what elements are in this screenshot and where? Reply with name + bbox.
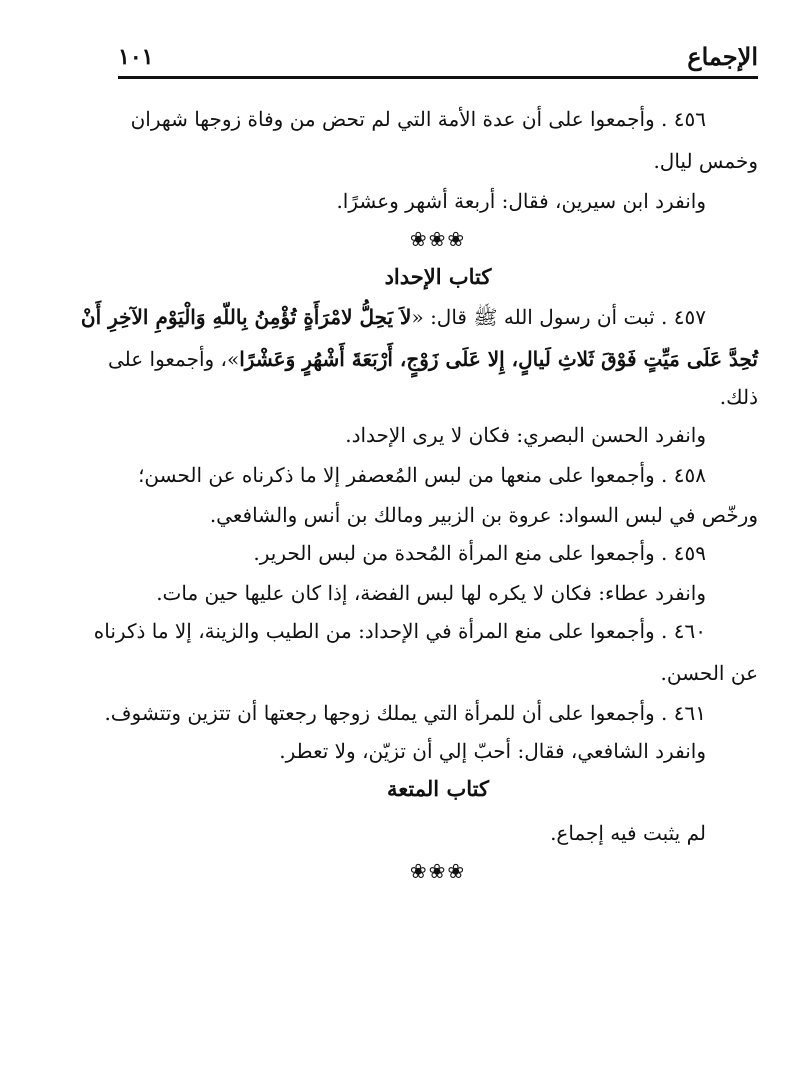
section-ornament: ❀❀❀ — [409, 227, 467, 251]
paragraph-mutah: لم يثبت فيه إجماع. — [550, 821, 706, 845]
paragraph-458-line-2: ورخّص في لبس السواد: عروة بن الزبير ومالك بن أنس والشافعي. — [209, 503, 758, 527]
paragraph-457-intro: ٤٥٧ . ثبت أن رسول الله ﷺ قال: « — [411, 305, 706, 329]
paragraph-456-line-2: وخمس ليال. — [653, 149, 758, 173]
paragraph-461: ٤٦١ . وأجمعوا على أن للمرأة التي يملك زوجها رجعتها أن تتزين وتتشوف. — [104, 701, 706, 725]
paragraph-459: ٤٥٩ . وأجمعوا على منع المرأة المُحدة من لبس الحرير. — [253, 541, 706, 565]
paragraph-456-note: وانفرد ابن سيرين، فقال: أربعة أشهر وعشرًا. — [336, 189, 706, 213]
paragraph-457-line-1 — [80, 302, 706, 332]
paragraph-457-note: وانفرد الحسن البصري: فكان لا يرى الإحداد. — [345, 423, 706, 447]
heading-kitab-al-mutah: كتاب المتعة — [387, 776, 489, 801]
running-title: الإجماع — [687, 42, 758, 71]
paragraph-457-continuation: »، وأجمعوا على — [107, 347, 240, 371]
hadith-text-part-2: تُحِدَّ عَلَى مَيِّتٍ فَوْقَ ثَلاثِ لَيالٍ، إِلا عَلَى زَوْجٍ، أَرْبَعَةَ أَشْهُرٍ وَعَشْرًا — [239, 347, 758, 371]
header-rule — [118, 76, 758, 79]
page-header — [118, 40, 758, 74]
paragraph-460-line-1: ٤٦٠ . وأجمعوا على منع المرأة في الإحداد: من الطيب والزينة، إلا ما ذكرناه — [93, 619, 706, 643]
heading-kitab-al-ihdad: كتاب الإحداد — [384, 264, 492, 289]
paragraph-457-line-3: ذلك. — [719, 385, 758, 409]
paragraph-459-note: وانفرد عطاء: فكان لا يكره لها لبس الفضة، إذا كان عليها حين مات. — [156, 581, 706, 605]
paragraph-456-line-1: ٤٥٦ . وأجمعوا على أن عدة الأمة التي لم تحض من وفاة زوجها شهران — [130, 107, 706, 131]
paragraph-458-line-1: ٤٥٨ . وأجمعوا على منعها من لبس المُعصفر إلا ما ذكرناه عن الحسن؛ — [138, 463, 706, 487]
page-number: ١٠١ — [118, 44, 154, 70]
closing-ornament: ❀❀❀ — [409, 859, 467, 883]
paragraph-460-line-2: عن الحسن. — [660, 661, 758, 685]
paragraph-461-note: وانفرد الشافعي، فقال: أحبّ إلي أن تزيّن، ولا تعطر. — [279, 739, 706, 763]
hadith-text-part-1: لاَ يَحِلُّ لامْرَأَةٍ تُؤْمِنُ بِاللّهِ وَالْيَوْمِ الآخِرِ أَنْ — [80, 305, 412, 329]
paragraph-457-line-2 — [107, 344, 758, 374]
